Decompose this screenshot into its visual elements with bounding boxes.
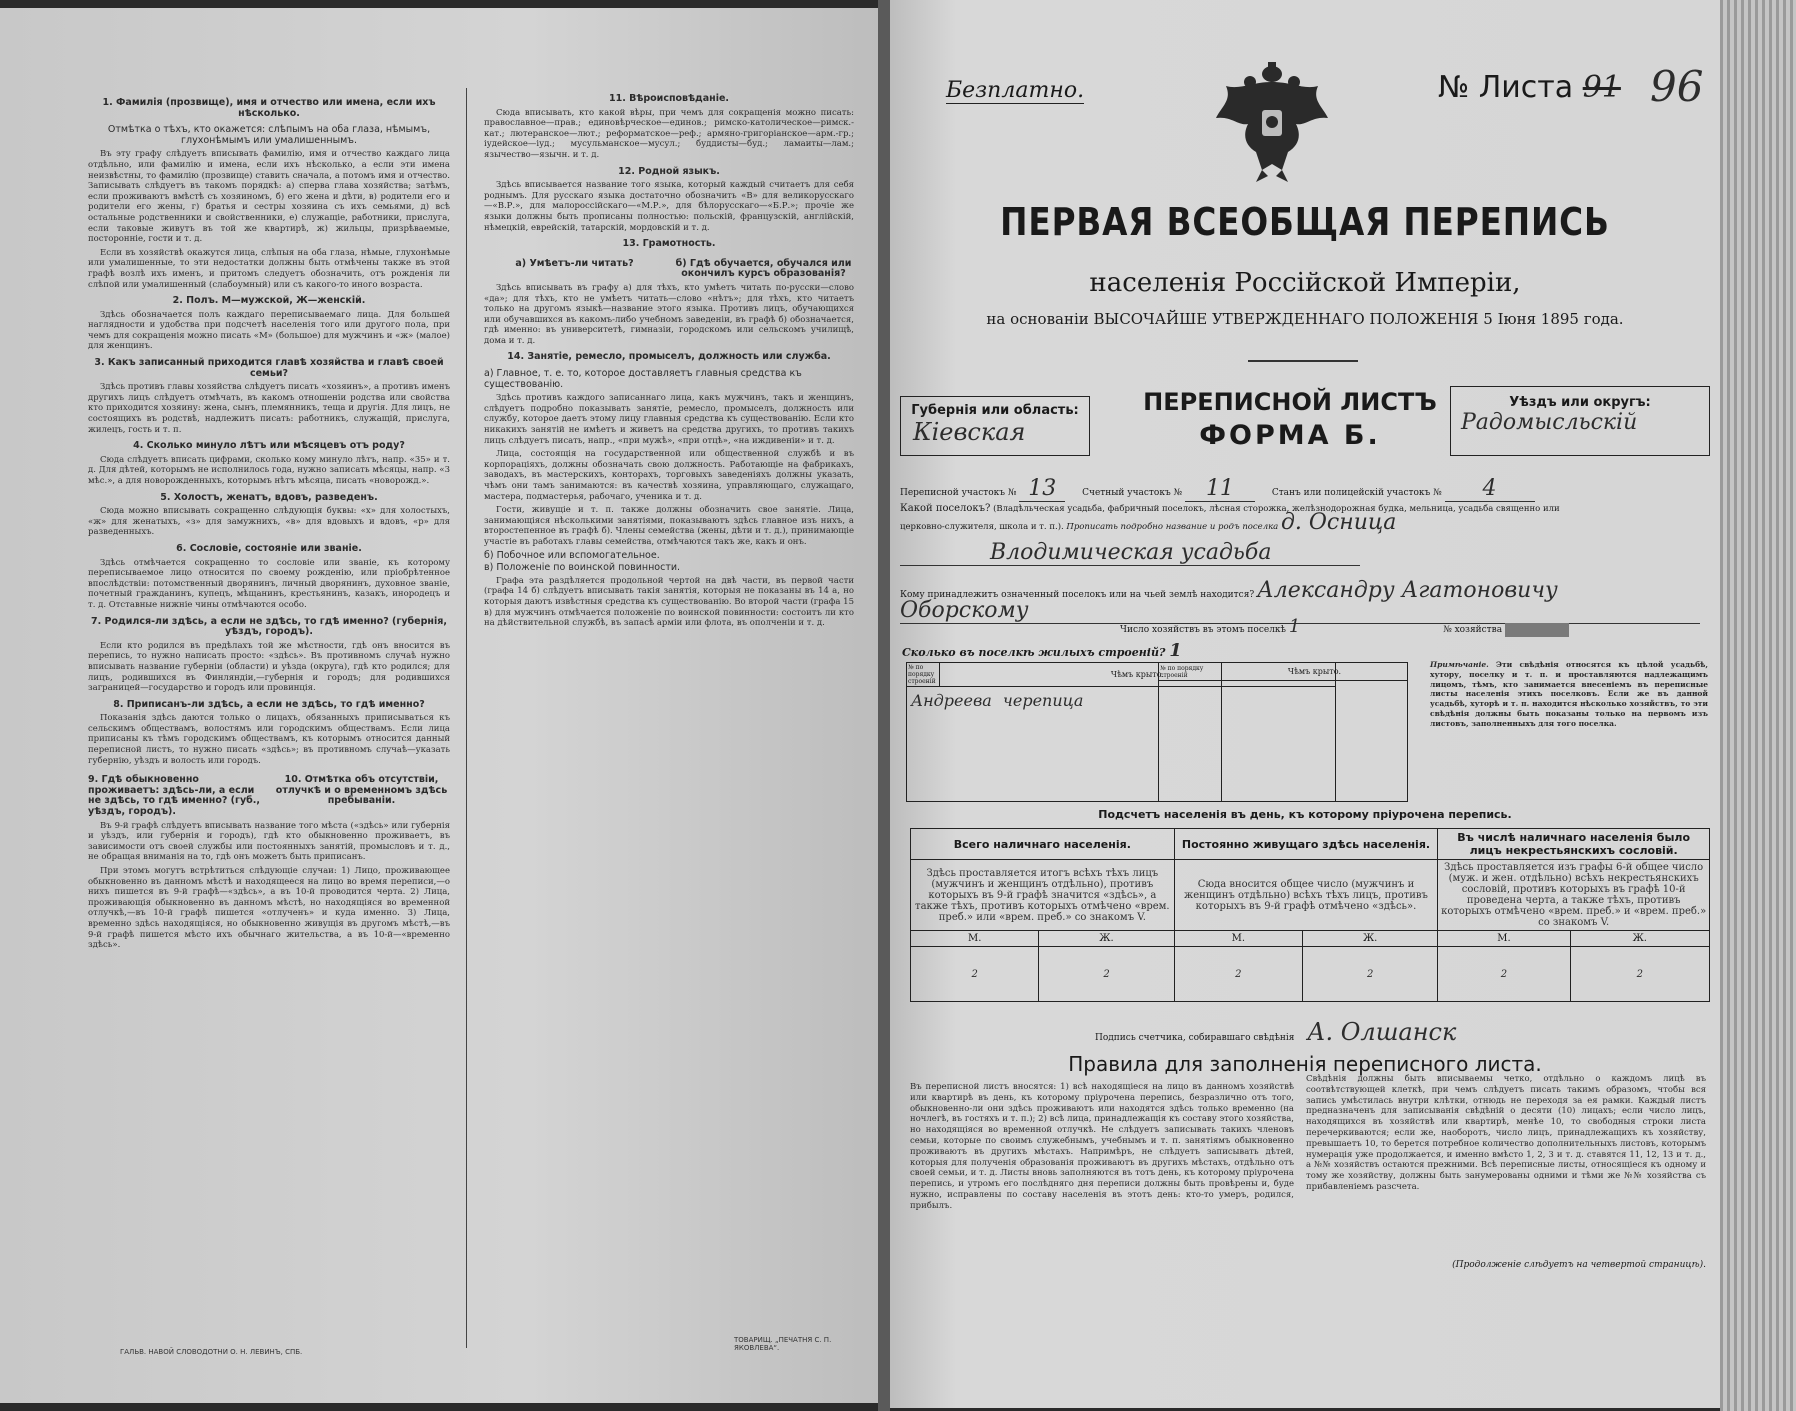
- census-section-label: Переписной участокъ №: [900, 488, 1017, 498]
- section-7-title: 7. Родился-ли здѣсь, а если не здѣсь, то гдѣ именно? (губернія, уѣздъ, городъ).: [91, 615, 447, 638]
- count-section-value: 11: [1185, 476, 1255, 502]
- column-divider: [466, 88, 467, 1348]
- settlement-value-2: Влодимическая усадьба: [900, 540, 1360, 566]
- households-label: Число хозяйствъ въ этомъ поселкѣ: [1120, 625, 1286, 635]
- settlement-hint: (Владѣльческая усадьба, фабричный поселокъ, лѣсная сторожка, желѣзнодорожная будка, мельница, усадьба священно или: [993, 504, 1560, 514]
- pop-zh-1: Ж.: [1039, 931, 1174, 947]
- buildings-head-no-2: № по порядку строеній: [1159, 663, 1222, 681]
- section-13-body: Здѣсь вписывать въ графу а) для тѣхъ, кто умѣетъ читать по-русски—слово «да»; для тѣхъ, кто не умѣетъ читать—слово «нѣтъ»; для тѣхъ, кто читаетъ только на другомъ языкѣ—название этого языка. Противъ лицъ, обучающихся или обучавшихся въ какомъ-либо учебномъ заведеніи, въ графѣ б) обозначается, гдѣ именно: въ университетѣ, гимназіи, городскомъ или сельскомъ училищѣ, дома и т. д.: [484, 282, 854, 346]
- free-of-charge-label: Безплатно.: [946, 78, 1085, 103]
- buildings-count-field: [902, 640, 1302, 661]
- pop-head-present: Всего наличнаго населенія.: [911, 829, 1175, 860]
- households-value: 1: [1288, 616, 1301, 637]
- section-11-title: 11. Вѣроисповѣданіе.: [608, 93, 730, 104]
- stan-value: 4: [1445, 476, 1535, 502]
- buildings-table-right: [1158, 662, 1408, 802]
- pop-value-non-peasant-female: 2: [1570, 947, 1709, 1002]
- instructions-page: [0, 8, 878, 1403]
- section-14-body-3: Гости, живущіе и т. п. также должны обозначить свое занятіе. Лица, занимающіяся нѣсколькими занятіями, показываютъ здѣсь главное изъ нихъ, а второстепенное въ графѣ б). Члены семейства (жены, дѣти и т. д.), принимающіе участіе въ работахъ главы семейства, отмѣчаются такъ же, какъ и онъ.: [484, 505, 854, 547]
- section-13-title: 13. Грамотность.: [622, 238, 716, 250]
- form-title-sheet: ПЕРЕПИСНОЙ ЛИСТЪ: [1143, 388, 1437, 416]
- buildings-row-1-material: Андреева: [911, 691, 992, 710]
- form-title-form-b: ФОРМА Б.: [1199, 420, 1381, 451]
- section-13b-title: б) Гдѣ обучается, обучался или окончилъ курсъ образованія?: [675, 257, 852, 280]
- owner-value: Александру Агатоновичу: [1257, 578, 1558, 603]
- settlement-value: д. Осница: [1280, 510, 1397, 535]
- section-4-title: 4. Сколько минуло лѣтъ или мѣсяцевъ отъ роду?: [133, 440, 405, 452]
- pop-desc-permanent: Сюда вносится общее число (мужчинъ и женщинъ отдѣльно) всѣхъ тѣхъ лицъ, противъ которыхъ въ 9-й графѣ отмѣчено «здѣсь».: [1174, 860, 1438, 931]
- settlement-hint-2: церковно-служителя, школа и т. п.).: [900, 522, 1064, 532]
- uezd-label: Уѣздъ или округъ:: [1509, 395, 1651, 410]
- count-section-label: Счетный участокъ №: [1082, 488, 1183, 498]
- section-9-body: Въ 9-й графѣ слѣдуетъ вписывать название того мѣста («здѣсь» или губернія и уѣздъ, или губернія и городъ), гдѣ кто обыкновенно проживаетъ, въ зависимости отъ своей службы или постоянныхъ занятій, промысловъ и т. д., не обращая вниманія на то, гдѣ онъ можетъ быть приписанъ.: [88, 820, 450, 863]
- sheet-number-value: 91: [1582, 70, 1621, 105]
- stan-label: Станъ или полицейскій участокъ №: [1271, 488, 1442, 498]
- section-2-body: Здѣсь обозначается полъ каждаго переписываемаго лица. Для большей наглядности и удобства при подсчетѣ населенія того или другого пола, при чемъ для сокращенія можно писать «М» (большое) для мужчинъ и «ж» (малое) для женщинъ.: [88, 309, 450, 352]
- buildings-head-roof: Чѣмъ крыто.: [940, 663, 1336, 687]
- printer-footer-left: ГАЛЬВ. НАВОЙ СЛОВОДОТНИ О. Н. ЛЕВИНЪ, СПБ.: [120, 1348, 303, 1356]
- section-1-subtitle: Отмѣтка о тѣхъ, кто окажется: слѣпымъ на оба глаза, нѣмымъ, глухонѣмымъ или умалишеннымъ.: [107, 124, 431, 146]
- section-3-body: Здѣсь противъ главы хозяйства слѣдуетъ писать «хозяинъ», а противъ именъ другихъ лицъ слѣдуетъ отмѣчать, въ какомъ отношеніи родства или свойства кто приходится хозяину: жена, сынъ, племянникъ, теща и другія. Для лицъ, не состоящихъ въ родствѣ, надлежитъ писать: работникъ, служащій, прислуга, жилецъ, гость и т. п.: [88, 382, 450, 435]
- buildings-label: Сколько въ поселкѣ жилыхъ строеній?: [902, 646, 1166, 659]
- form-title-block: [1100, 388, 1480, 451]
- pop-m-3: М.: [1438, 931, 1570, 947]
- census-form-page: [890, 0, 1720, 1408]
- section-12-title: 12. Родной языкъ.: [618, 165, 720, 177]
- section-1-title: 1. Фамилія (прозвище), имя и отчество или имена, если ихъ нѣсколько.: [102, 97, 436, 119]
- rules-title: Правила для заполненія переписного листа.: [1068, 1052, 1542, 1076]
- pop-zh-3: Ж.: [1570, 931, 1709, 947]
- buildings-note-title: Примѣчаніе.: [1430, 660, 1489, 669]
- section-numbers-row: [900, 476, 1700, 502]
- rules-column-left: Въ переписной листъ вносятся: 1) всѣ находящіеся на лицо въ данномъ хозяйствѣ или квартирѣ въ день, къ которому пріурочена перепись, безразлично отъ того, обыкновенно-ли они здѣсь проживаютъ или находятся здѣсь только временно (на ночлегѣ, въ гостяхъ и т. п.); 2) всѣ лица, принадлежащія къ составу этого хозяйства, но находящіяся во временной отлучкѣ. Не слѣдуетъ записывать такихъ членовъ семьи, которые по своимъ служебнымъ, учебнымъ и т. п. занятіямъ обыкновенно проживаютъ въ другихъ мѣстахъ. Напримѣръ, не слѣдуетъ записывать дѣтей, которыя для полученія образованія проживаютъ въ другихъ мѣстахъ, отдѣльно отъ своей семьи, и т. д. Листы вновь заполняются въ тотъ день, къ которому пріурочена перепись, и утромъ его послѣдняго дня переписи должны быть провѣрены и, буде нужно, исправлены по составу населенія въ этотъ день: кто-то умеръ, родился, прибылъ.: [910, 1082, 1294, 1211]
- pop-head-non-peasant: Въ числѣ наличнаго населенія было лицъ некрестьянскихъ сословій.: [1438, 829, 1710, 860]
- gubernia-label: Губернія или область:: [911, 403, 1079, 418]
- uezd-box: [1450, 386, 1710, 456]
- section-1-body: Въ эту графу слѣдуетъ вписывать фамилію, имя и отчество каждаго лица отдѣльно, или фамилію и имена, если ихъ нѣсколько, а если эти имена неизвѣстны, то фамилію (прозвище) ставить сначала, а потомъ имя и отчество. Записывать слѣдуетъ въ такомъ порядкѣ: а) сперва глава хозяйства; затѣмъ, если проживаютъ вмѣстѣ съ хозяиномъ, б) его жена и дѣти, в) родители его и родители его жены, г) братья и сестры хозяина съ ихъ семьями, д) всѣ остальные родственники и свойственники, е) служащіе, работники, прислуга, если таковые живутъ въ той же квартирѣ, ж) жильцы, призрѣваемые, посторонніе, гости и т. д.: [88, 149, 450, 245]
- corner-page-note: 96: [1650, 62, 1704, 111]
- households-row: [1120, 616, 1710, 637]
- gubernia-box: [900, 396, 1090, 456]
- signature-value: А. Олшанск: [1307, 1018, 1457, 1046]
- buildings-row-1-roof: черепица: [1002, 691, 1084, 710]
- section-11-body: Сюда вписывать, кто какой вѣры, при чемъ для сокращенія можно писать: православное—прав.; единовѣрческое—единов.; римско-католическое—римск.-кат.; лютеранское—лют.; реформатское—реф.; армяно-григоріанское—арм.-гр.; іудейское—іуд.; мусульманское—мусул.; буддисты—буд.; ламаиты—лам.; язычество—язычн. и т. д.: [484, 107, 854, 160]
- section-5-title: 5. Холостъ, женатъ, вдовъ, разведенъ.: [160, 491, 378, 503]
- population-count-title: Подсчетъ населенія въ день, къ которому пріурочена перепись.: [1098, 808, 1512, 821]
- census-subtitle: населенія Россійской Имперіи,: [1089, 268, 1521, 298]
- section-14-body: Здѣсь противъ каждого записаннаго лица, какъ мужчинъ, такъ и женщинъ, слѣдуетъ подробно показывать занятіе, ремесло, промыселъ, должность или службу, которое даетъ этому лицу главныя средства къ существованію. Если кто никакихъ занятій не имѣетъ и живетъ на средства другихъ, то противъ такихъ лицъ слѣдуетъ писать, напр., «при мужѣ», «при отцѣ», «на иждивеніи» и т. д.: [484, 393, 854, 446]
- rules-continuation-note: (Продолженіе слѣдуетъ на четвертой страницѣ).: [1452, 1260, 1706, 1270]
- section-3-title: 3. Какъ записанный приходится главѣ хозяйства и главѣ своей семьи?: [94, 357, 444, 379]
- pop-desc-non-peasant: Здѣсь проставляется изъ графы 6-й общее число (муж. и жен. отдѣльно) всѣхъ некрестьянскихъ сословій, противъ которыхъ въ графѣ 10-й проведена черта, а также тѣхъ, противъ которыхъ отмѣчено «врем. преб.» и «врем. преб.» со знакомъ V.: [1438, 860, 1710, 931]
- owner-value-2: Оборскому: [900, 598, 1700, 624]
- pop-m-1: М.: [911, 931, 1039, 947]
- buildings-head-roof-2: Чѣмъ крыто.: [1222, 663, 1408, 681]
- instructions-column-1: [88, 92, 450, 954]
- pop-desc-present: Здѣсь проставляется итогъ всѣхъ тѣхъ лицъ (мужчинъ и женщинъ отдѣльно), противъ которыхъ въ 9-й графѣ значится «здѣсь», а также тѣхъ, противъ которыхъ отмѣчено «врем. преб.» или «врем. преб.» со знакомъ V.: [911, 860, 1175, 931]
- pop-value-non-peasant-male: 2: [1438, 947, 1570, 1002]
- section-5-body: Сюда можно вписывать сокращенно слѣдующія буквы: «х» для холостыхъ, «ж» для женатыхъ, «з» для замужнихъ, «в» для вдовыхъ и вдовъ, «р» для разведенныхъ.: [88, 506, 450, 538]
- pop-value-present-female: 2: [1039, 947, 1174, 1002]
- rules-column-right: Свѣдѣнія должны быть вписываемы четко, отдѣльно о каждомъ лицѣ въ соотвѣтствующей клеткѣ, при чемъ слѣдуетъ писать такимъ образомъ, чтобы вся запись умѣстилась внутри клѣтки, отнюдь не переходя за ея рамки. Каждый листъ предназначенъ для записыванія свѣдѣній о десяти (10) лицахъ; если число лицъ, находящихся въ хозяйствѣ или квартирѣ, менѣе 10, то свободныя строки листа перечеркиваются; если же, наоборотъ, число лицъ, принадлежащихъ къ хозяйству, превышаетъ 10, то берется потребное количество дополнительныхъ листовъ, которымъ нумерація уже продолжается, и именно вмѣсто 1, 2, 3 и т. д. ставятся 11, 12, 13 и т. д., а №№ хозяйствъ остаются прежними. Всѣ переписные листы, относящіеся къ одному и тому же хозяйству, должны быть занумерованы одними и тѣми же №№ хозяйства съ прибавленіемъ разсчета.: [1306, 1074, 1706, 1192]
- printer-footer-right: ТОВАРИЩ. „ПЕЧАТНЯ С. П. ЯКОВЛЕВА“.: [734, 1336, 832, 1352]
- census-section-value: 13: [1019, 476, 1065, 502]
- census-legal-basis: на основаніи ВЫСОЧАЙШЕ УТВЕРЖДЕННАГО ПОЛОЖЕНІЯ 5 Іюня 1895 года.: [986, 310, 1624, 328]
- section-9-body-2: При этомъ могутъ встрѣтиться слѣдующіе случаи: 1) Лицо, проживающее обыкновенно въ данномъ мѣстѣ и находящееся на лицо во время переписи,—о нихъ пишется въ 9-й графѣ—«здѣсь», а въ 10-й проводится черта. 2) Лица, проживающія обыкновенно въ данномъ мѣстѣ, но находящіяся во временной отлучкѣ,—въ 10-й графѣ пишется «отлученъ» и куда именно. 3) Лица, временно здѣсь находящіяся, но обыкновенно живущія въ другомъ мѣстѣ,—въ 9-й графѣ пишется мѣсто ихъ обычнаго жительства, а въ 10-й—«временно здѣсь».: [88, 866, 450, 951]
- section-14-body-2: Лица, состоящія на государственной или общественной службѣ и въ корпораціяхъ, должны обозначать свою должность. Работающіе на фабрикахъ, заводахъ, въ мастерскихъ, конторахъ, торговыхъ заведеніяхъ должны указать, чѣмъ они тамъ занимаются: въ качествѣ хозяина, управляющаго, служащаго, мастера, подмастерья, рабочаго, ученика и т. д.: [484, 449, 854, 502]
- page-edges: [1720, 0, 1796, 1411]
- household-number-label: № хозяйства: [1443, 625, 1503, 635]
- population-count-table: [910, 828, 1710, 1002]
- section-12-body: Здѣсь вписывается название того языка, который каждый считаетъ для себя роднымъ. Для русскаго языка достаточно обозначить «В» для великорусскаго—«В.Р.», для малороссійскаго—«М.Р.», для бѣлорусскаго—«Б.Р.»; прочіе же языки должны быть прописаны полностью: польскій, французскій, англійскій, нѣмецкій, еврейскій, татарскій, мордовскій и т. д.: [484, 180, 854, 233]
- section-2-title: 2. Полъ. М—мужской, Ж—женскій.: [172, 295, 366, 307]
- census-main-title: ПЕРВАЯ ВСЕОБЩАЯ ПЕРЕПИСЬ: [1000, 200, 1610, 244]
- uezd-value: Радомысльскій: [1461, 410, 1638, 435]
- section-14-title: 14. Занятіе, ремесло, промыселъ, должность или служба.: [507, 351, 831, 363]
- settlement-label: Какой поселокъ?: [900, 503, 991, 514]
- section-9-title: 9. Гдѣ обыкновенно проживаетъ: здѣсь-ли, а если не здѣсь, то гдѣ именно? (губ., уѣздъ, городъ).: [88, 774, 261, 818]
- double-headed-eagle-emblem: [1212, 60, 1332, 184]
- section-1-body-2: Если въ хозяйствѣ окажутся лица, слѣпыя на оба глаза, нѣмые, глухонѣмые или умалишенные, то эти недостатки должны быть отмѣчены также въ этой графѣ возлѣ ихъ именъ, и притомъ следуетъ обозначить, отъ рожденія ли слѣпой или умалишенный (слабоумный) или съ какого-то иного возраста.: [88, 247, 450, 290]
- section-10-title: 10. Отмѣтка объ отсутствіи, отлучкѣ и о временномъ здѣсь пребываніи.: [275, 774, 448, 807]
- owner-label: Кому принадлежитъ означенный поселокъ или на чьей землѣ находится?: [900, 590, 1255, 600]
- instructions-column-2: [484, 88, 854, 632]
- settlement-field: [900, 502, 1710, 534]
- section-8-body: Показанія здѣсь даются только о лицахъ, обязанныхъ приписываться къ сельскимъ обществамъ, волостямъ или городскимъ обществамъ. Если лица приписаны къ тѣмъ городскимъ обществамъ, къ которымъ относится данный переписной листъ, то нужно писать «здѣсь»; въ противномъ случаѣ—указать губернію, уѣздъ и волость или городъ.: [88, 713, 450, 766]
- section-6-body: Здѣсь отмѣчается сокращенно то сословіе или званіе, къ которому переписываемое лицо относится по своему рожденію, или пріобрѣтенное впослѣдствіи: потомственный дворянинъ, личный дворянинъ, духовное званіе, почетный гражданинъ, купецъ, мѣщанинъ, крестьянинъ, казакъ, инородецъ и т. д. Отставные нижніе чины отмѣчаются особо.: [88, 557, 450, 610]
- signature-label: Подпись счетчика, собиравшаго свѣдѣнія: [1095, 1033, 1295, 1043]
- pop-value-present-male: 2: [911, 947, 1039, 1002]
- pop-zh-2: Ж.: [1303, 931, 1438, 947]
- pop-m-2: М.: [1174, 931, 1302, 947]
- section-14-body-4: Графа эта раздѣляется продольной чертой на двѣ части, въ первой части (графа 14 б) слѣдуетъ вписывать такія занятія, которыя не показаны въ 14 а, но которыя даютъ извѣстныя средства къ существованію. Во второй части (графа 15 в) для мужчинъ отмѣчается положеніе по воинской повинности: состоитъ ли кто на дѣйствительной службѣ, въ запасѣ арміи или флота, въ ополченіи и т. д.: [484, 575, 854, 629]
- pop-value-permanent-male: 2: [1174, 947, 1302, 1002]
- title-rule: [1248, 360, 1358, 362]
- section-8-title: 8. Приписанъ-ли здѣсь, а если не здѣсь, то гдѣ именно?: [113, 698, 425, 710]
- gubernia-value: Кіевская: [913, 418, 1026, 446]
- section-7-body: Если кто родился въ предѣлахъ той же мѣстности, гдѣ онъ вносится въ перепись, то нужно написать просто: «здѣсь». Въ противномъ случаѣ нужно вписывать название губерніи (области) и уѣзда (округа), гдѣ кто родился; для лицъ, родившихся въ Финляндіи,—губернія и городъ; для родившихся заграницей—государство и городъ или провинція.: [88, 640, 450, 694]
- buildings-value: 1: [1169, 640, 1182, 661]
- settlement-hint-3: Прописать подробно название и родъ поселка: [1066, 522, 1279, 532]
- section-14c-title: в) Положеніе по воинской повинности.: [484, 562, 681, 574]
- household-number-redacted: [1505, 623, 1569, 637]
- sheet-number-label: № Листа: [1438, 70, 1574, 105]
- enumerator-signature-field: [1095, 1018, 1695, 1046]
- section-14a-title: а) Главное, т. е. то, которое доставляетъ главныя средства къ существованію.: [484, 368, 802, 390]
- buildings-note: [1430, 660, 1708, 729]
- section-6-title: 6. Сословіе, состояніе или званіе.: [176, 542, 362, 554]
- section-14b-title: б) Побочное или вспомогательное.: [484, 549, 660, 561]
- sheet-number-field: [1438, 70, 1621, 105]
- section-4-body: Сюда слѣдуетъ вписать цифрами, сколько кому минуло лѣтъ, напр. «35» и т. д. Для дѣтей, которымъ не исполнилось года, нужно записать мѣсяцы, напр. «3 мѣс.», а для новорожденныхъ, которымъ нѣтъ мѣсяца, писать «новорожд.».: [88, 454, 450, 486]
- book-gutter: [878, 0, 890, 1411]
- pop-value-permanent-female: 2: [1303, 947, 1438, 1002]
- pop-head-permanent: Постоянно живущаго здѣсь населенія.: [1174, 829, 1438, 860]
- buildings-head-no: № по порядку строеній: [907, 663, 940, 687]
- section-13a-title: а) Умѣетъ-ли читать?: [515, 257, 634, 269]
- buildings-note-body: Эти свѣдѣнія относятся къ цѣлой усадьбѣ, хутору, поселку и т. п. и проставляются надлежащимъ лицомъ, тѣмъ, кто занимается внесеніемъ въ переписные листы населенія этихъ поселковъ. Если же въ данной усадьбѣ, хуторѣ и т. п. находится нѣсколько хозяйствъ, то эти свѣдѣнія должны быть показаны только на первомъ изъ листовъ, заполненныхъ для того поселка.: [1430, 660, 1708, 728]
